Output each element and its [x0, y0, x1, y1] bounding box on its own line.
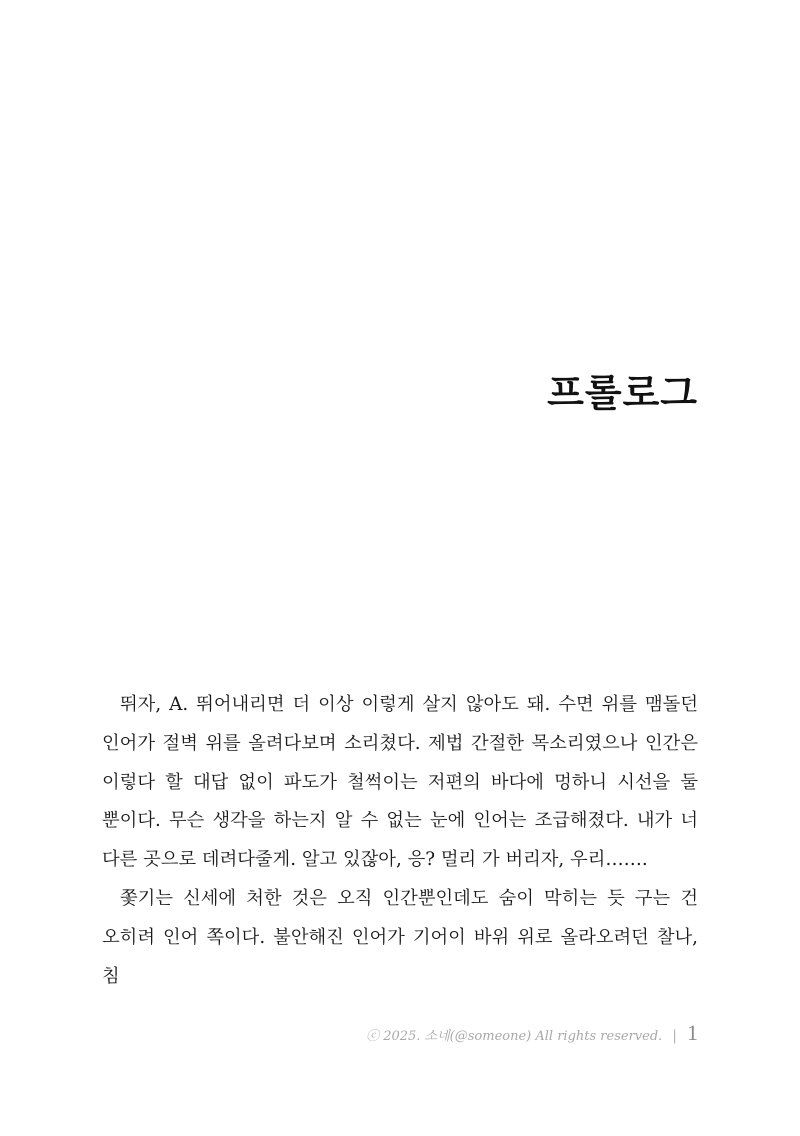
paragraph-2: 쫓기는 신세에 처한 것은 오직 인간뿐인데도 숨이 막히는 듯 구는 건 오히려 인어 쪽이다. 불안해진 인어가 기어이 바위 위로 올라오려던 찰나, 침	[102, 887, 698, 987]
page-number: 1	[687, 1020, 698, 1045]
footer-separator: |	[672, 1028, 677, 1044]
copyright-notice: ⓒ 2025. 소네(@someone) All rights reserved.	[366, 1029, 663, 1044]
page-footer	[366, 1020, 698, 1046]
chapter-title: 프롤로그	[547, 370, 698, 415]
paragraph-1: 뛰자, A. 뛰어내리면 더 이상 이렇게 살지 않아도 돼. 수면 위를 맴돌던 인어가 절벽 위를 올려다보며 소리쳤다. 제법 간절한 목소리였으나 인간은 이렇다 할 대답 없이 파도가 철썩이는 저편의 바다에 멍하니 시선을 둘 뿐이다. 무슨 생각을 하는지 알 수 없는 눈에 인어는 조급해졌다. 내가 너 다른 곳으로 데려다줄게. 알고 있잖아, 응? 멀리 가 버리자, 우리…….	[102, 694, 698, 871]
body-text	[102, 686, 698, 996]
